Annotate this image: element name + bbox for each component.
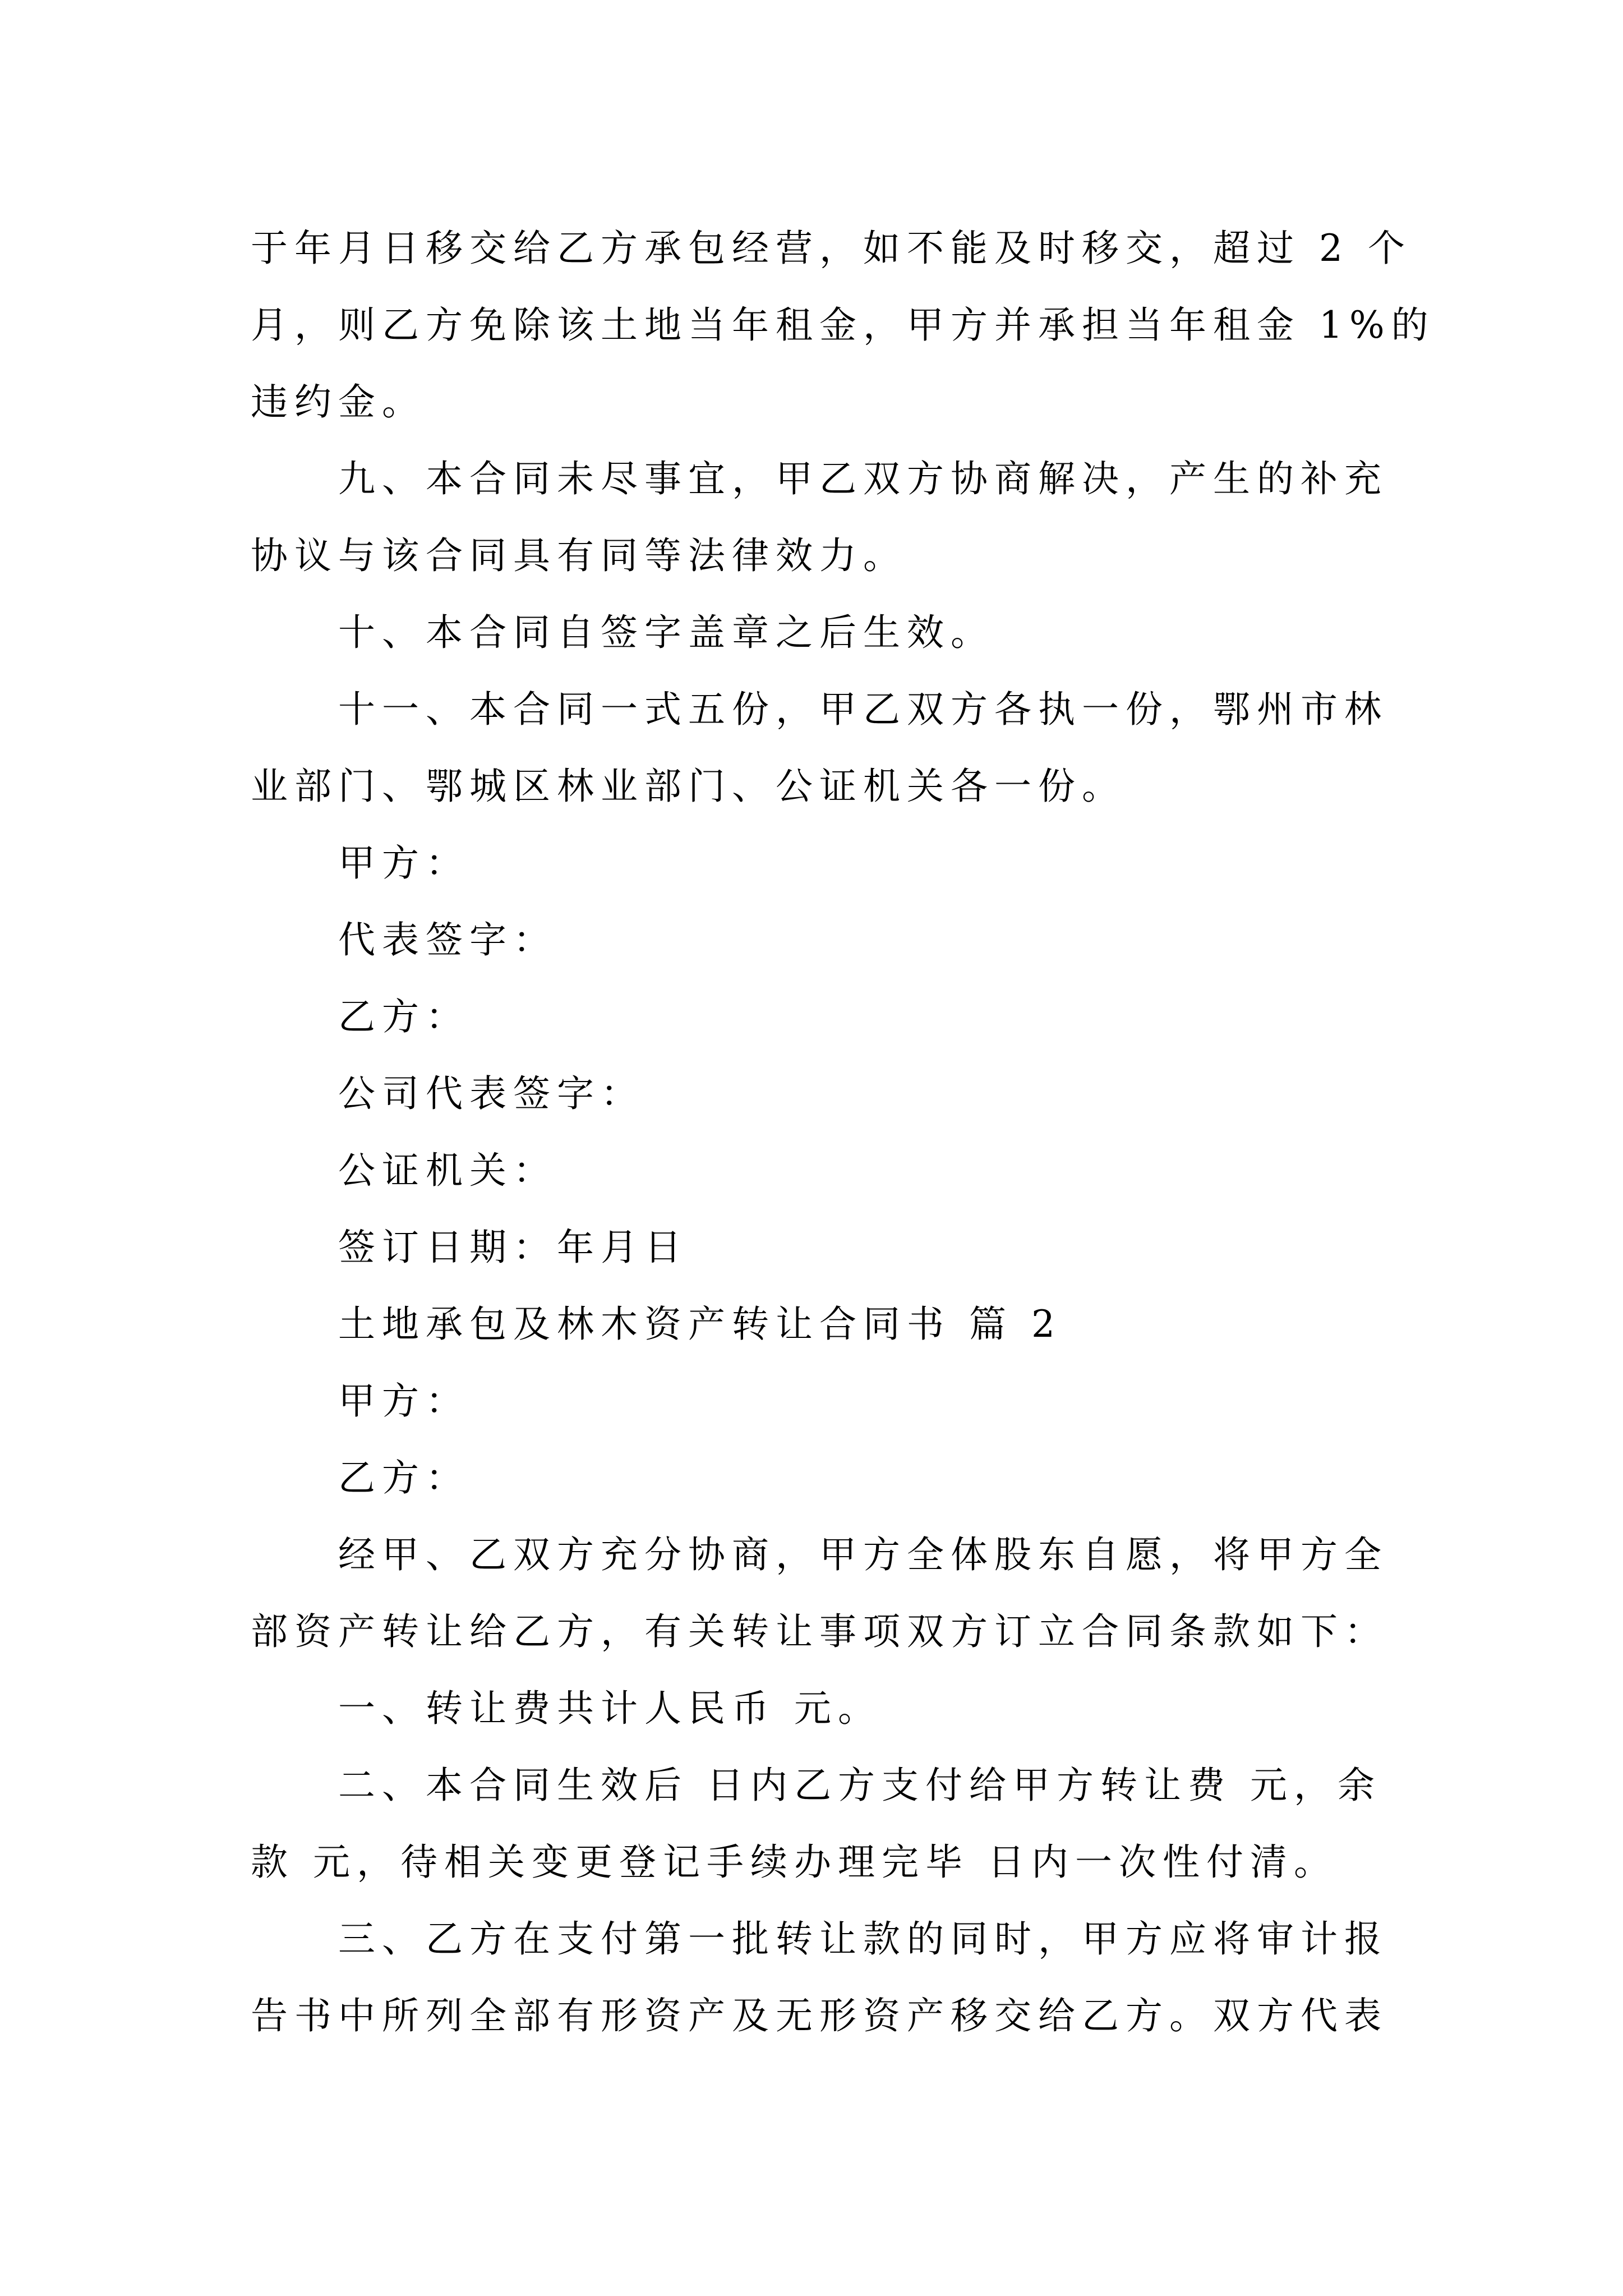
contract-2-clause-3 <box>251 1901 1623 2054</box>
clause-10 <box>251 594 1623 671</box>
text-line: 代表签字： <box>338 918 557 961</box>
contract-2-clause-2 <box>251 1747 1623 1901</box>
company-representative-signature-label <box>251 1055 1623 1132</box>
contract-2-party-a-label <box>251 1363 1623 1439</box>
representative-signature-label <box>251 901 1623 978</box>
party-b-label <box>251 978 1623 1055</box>
text-line: 三、乙方在支付第一批转让款的同时，甲方应将审计报 <box>338 1917 1388 1961</box>
contract-2-title <box>251 1286 1623 1363</box>
party-a-label <box>251 825 1623 901</box>
text-line: 告书中所列全部有形资产及无形资产移交给乙方。双方代表 <box>251 1994 1388 2037</box>
text-line: 公证机关： <box>338 1149 557 1192</box>
contract-2-preamble <box>251 1516 1623 1670</box>
text-line: 协议与该合同具有同等法律效力。 <box>251 534 907 577</box>
notary-office-label <box>251 1132 1623 1209</box>
contract-2-party-b-label <box>251 1439 1623 1516</box>
text-line: 于年月日移交给乙方承包经营，如不能及时移交，超过 2 个 <box>251 227 1412 270</box>
text-line: 乙方： <box>338 995 469 1038</box>
signing-date-label <box>251 1209 1623 1286</box>
text-line: 乙方： <box>338 1456 469 1499</box>
text-line: 款 元，待相关变更登记手续办理完毕 日内一次性付清。 <box>251 1841 1338 1884</box>
text-line: 一、转让费共计人民币 元。 <box>338 1687 882 1730</box>
text-line: 甲方： <box>338 1379 469 1423</box>
text-line: 公司代表签字： <box>338 1072 644 1115</box>
text-line: 月，则乙方免除该土地当年租金，甲方并承担当年租金 1%的 <box>251 303 1435 347</box>
text-line: 土地承包及林木资产转让合同书 篇 2 <box>338 1303 1062 1346</box>
text-line: 业部门、鄂城区林业部门、公证机关各一份。 <box>251 765 1126 808</box>
text-line: 十一、本合同一式五份，甲乙双方各执一份，鄂州市林 <box>338 688 1388 731</box>
contract-2-clause-1 <box>251 1670 1623 1747</box>
clause-11 <box>251 671 1623 825</box>
clause-8-continuation <box>251 210 1623 440</box>
clause-9 <box>251 440 1623 594</box>
text-line: 违约金。 <box>251 380 426 424</box>
text-line: 经甲、乙双方充分协商，甲方全体股东自愿，将甲方全 <box>338 1533 1388 1576</box>
text-line: 签订日期：年月日 <box>338 1226 688 1269</box>
text-line: 十、本合同自签字盖章之后生效。 <box>338 611 994 654</box>
text-line: 部资产转让给乙方，有关转让事项双方订立合同条款如下： <box>251 1610 1388 1653</box>
text-line: 二、本合同生效后 日内乙方支付给甲方转让费 元，余 <box>338 1764 1381 1807</box>
text-line: 甲方： <box>338 841 469 885</box>
text-line: 九、本合同未尽事宜，甲乙双方协商解决，产生的补充 <box>338 457 1388 500</box>
